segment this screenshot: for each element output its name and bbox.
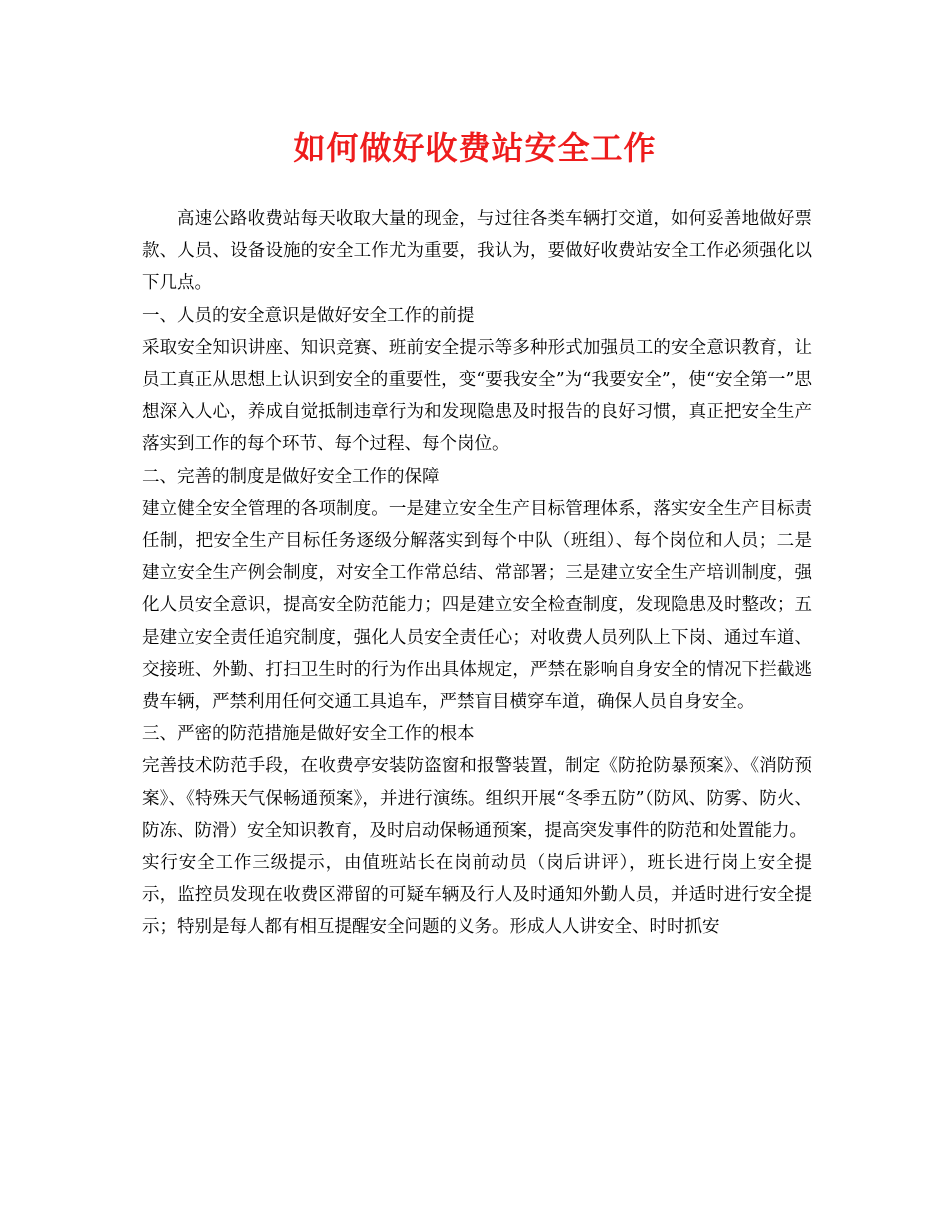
intro-paragraph: 高速公路收费站每天收取大量的现金，与过往各类车辆打交道，如何妥善地做好票款、人员、设备设施的安全工作尤为重要，我认为，要做好收费站安全工作必须强化以下几点。	[142, 209, 812, 294]
section-3-paragraph-1: 完善技术防范手段，在收费亭安装防盗窗和报警装置，制定《防抢防暴预案》、《消防预案》、《特殊天气保畅通预案》，并进行演练。组织开展“冬季五防”（防风、防雾、防火、防冻、防滑）安全知识教育，及时启动保畅通预案，提高突发事件的防范和处置能力。	[142, 756, 812, 841]
document-body	[142, 203, 812, 944]
section-3-paragraph-2: 实行安全工作三级提示，由值班站长在岗前动员（岗后讲评），班长进行岗上安全提示，监控员发现在收费区滞留的可疑车辆及行人及时通知外勤人员，并适时进行安全提示；特别是每人都有相互提醒安全问题的义务。形成人人讲安全、时时抓安	[142, 853, 812, 938]
section-1-paragraph: 采取安全知识讲座、知识竞赛、班前安全提示等多种形式加强员工的安全意识教育，让员工真正从思想上认识到安全的重要性，变“要我安全”为“我要安全”，使“安全第一”思想深入人心，养成自觉抵制违章行为和发现隐患及时报告的良好习惯，真正把安全生产落实到工作的每个环节、每个过程、每个岗位。	[142, 337, 812, 455]
document-title: 如何做好收费站安全工作	[293, 129, 657, 167]
section-heading-1: 一、人员的安全意识是做好安全工作的前提	[142, 305, 475, 326]
section-heading-2: 二、完善的制度是做好安全工作的保障	[142, 466, 440, 487]
section-heading-3: 三、严密的防范措施是做好安全工作的根本	[142, 724, 475, 745]
section-2-paragraph: 建立健全安全管理的各项制度。一是建立安全生产目标管理体系，落实安全生产目标责任制，把安全生产目标任务逐级分解落实到每个中队（班组）、每个岗位和人员；二是建立安全生产例会制度，对安全工作常总结、常部署；三是建立安全生产培训制度，强化人员安全意识，提高安全防范能力；四是建立安全检查制度，发现隐患及时整改；五是建立安全责任追究制度，强化人员安全责任心；对收费人员列队上下岗、通过车道、交接班、外勤、打扫卫生时的行为作出具体规定，严禁在影响自身安全的情况下拦截逃费车辆，严禁利用任何交通工具追车，严禁盲目横穿车道，确保人员自身安全。	[142, 498, 812, 713]
